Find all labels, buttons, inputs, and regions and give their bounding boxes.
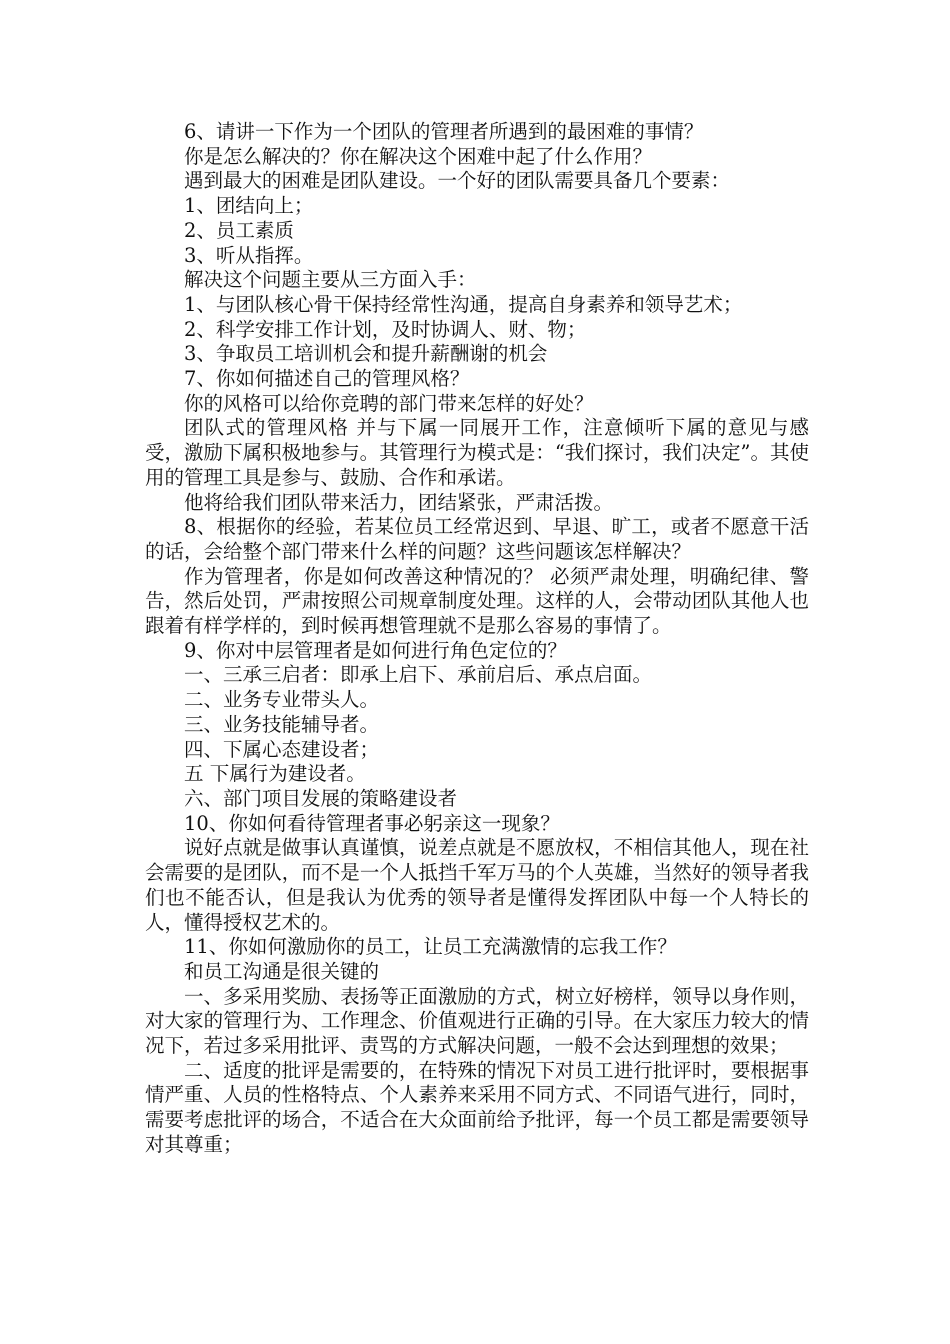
paragraph: 六、部门项目发展的策略建设者 (184, 786, 458, 810)
paragraph: 二、业务专业带头人。 (184, 688, 380, 712)
paragraph: 6、请讲一下作为一个团队的管理者所遇到的最困难的事情？ (184, 120, 704, 143)
paragraph: 9、你对中层管理者是如何进行角色定位的？ (184, 638, 567, 662)
paragraph: 10、你如何看待管理者事必躬亲这一现象？ (184, 811, 560, 835)
paragraph: 作为管理者，你是如何改善这种情况的？ 必须严肃处理，明确纪律、警告，然后处罚，严肃按照公司规章制度处理。这样的人，会带动团队其他人也跟着有样学样的，到时候再想管理就不是那么容易的事情了。 (145, 564, 809, 638)
paragraph: 团队式的管理风格 并与下属一同展开工作，注意倾听下属的意见与感受，激励下属积极地参与。其管理行为模式是：“我们探讨，我们决定”。其使用的管理工具是参与、鼓励、合作和承诺。 (145, 416, 809, 489)
paragraph: 四、下属心态建设者； (184, 737, 380, 761)
paragraph: 一、三承三启者：即承上启下、承前启后、承点启面。 (184, 663, 653, 687)
paragraph: 二、适度的批评是需要的，在特殊的情况下对员工进行批评时，要根据事情严重、人员的性格特点、个人素养来采用不同方式、不同语气进行，同时，需要考虑批评的场合，不适合在大众面前给予批评，每一个员工都是需要领导对其尊重； (145, 1058, 809, 1156)
document-body (145, 120, 809, 1158)
paragraph: 一、多采用奖励、表扬等正面激励的方式，树立好榜样，领导以身作则，对大家的管理行为、工作理念、价值观进行正确的引导。在大家压力较大的情况下，若过多采用批评、责骂的方式解决问题，一般不会达到理想的效果； (145, 984, 809, 1058)
paragraph: 五 下属行为建设者。 (184, 762, 366, 786)
paragraph: 你是怎么解决的？你在解决这个困难中起了什么作用？ (184, 144, 653, 168)
paragraph: 1、团结向上； (184, 194, 314, 218)
paragraph: 2、科学安排工作计划，及时协调人、财、物； (184, 317, 587, 341)
paragraph: 3、争取员工培训机会和提升薪酬谢的机会 (184, 342, 548, 366)
paragraph: 三、业务技能辅导者。 (184, 712, 380, 736)
paragraph: 遇到最大的困难是团队建设。一个好的团队需要具备几个要素： (184, 169, 731, 193)
paragraph: 你的风格可以给你竞聘的部门带来怎样的好处？ (184, 391, 594, 415)
paragraph: 他将给我们团队带来活力，团结紧张，严肃活拨。 (184, 490, 614, 514)
paragraph: 说好点就是做事认真谨慎，说差点就是不愿放权，不相信其他人，现在社会需要的是团队，而不是一个人抵挡千军万马的个人英雄，当然好的领导者我们也不能否认，但是我认为优秀的领导者是懂得发挥团队中每一个人特长的人，懂得授权艺术的。 (145, 836, 809, 934)
paragraph: 11、你如何激励你的员工，让员工充满激情的忘我工作？ (184, 935, 677, 959)
paragraph: 3、听从指挥。 (184, 243, 314, 267)
paragraph: 解决这个问题主要从三方面入手： (184, 268, 477, 292)
paragraph: 8、根据你的经验，若某位员工经常迟到、早退、旷工，或者不愿意干活的话，会给整个部门带来什么样的问题？这些问题该怎样解决？ (145, 515, 809, 563)
paragraph: 7、你如何描述自己的管理风格？ (184, 367, 470, 391)
paragraph: 和员工沟通是很关键的 (184, 959, 380, 983)
paragraph: 1、与团队核心骨干保持经常性沟通，提高自身素养和领导艺术； (184, 292, 743, 316)
paragraph: 2、员工素质 (184, 218, 294, 242)
